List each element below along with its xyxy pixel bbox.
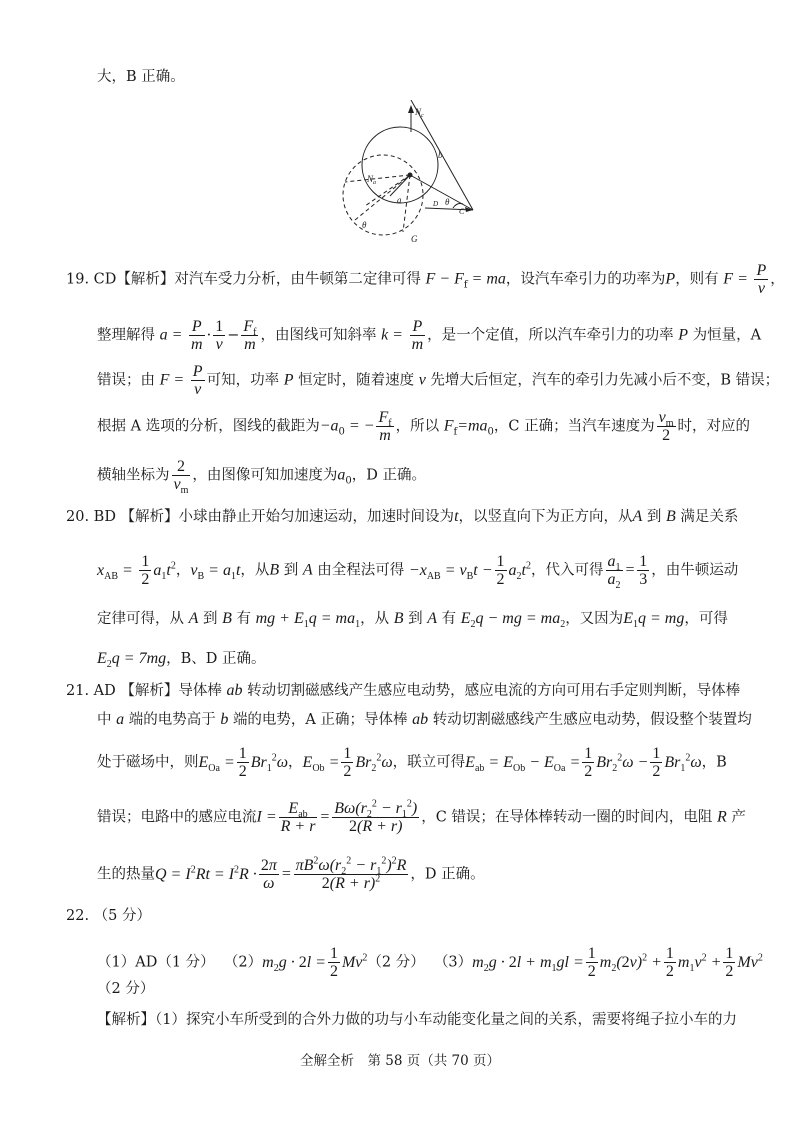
svg-text:θ: θ bbox=[445, 197, 450, 207]
svg-text:Na: $N_a$ bbox=[367, 174, 377, 186]
text-line: （1）AD（1 分） $(2)m_2g \cdot 2l$ = $\frac{1}{2}$ Mv$^2$（2 分） $(3)m_2g \cdot 2l + m_1gl$ = $\frac{1}{2}$ $m_2(2v)^2$ + $\frac{1}{2}$ $m_1v^2$ + $\frac{1}{2}$ Mv$^2$ bbox=[97, 945, 763, 980]
circle-solid bbox=[362, 127, 438, 203]
text-line: （2 分） bbox=[97, 981, 155, 997]
text-line: 生的热量$Q = I^2Rt = I^2R$ · $\frac{2\pi}{\omega}$ = $\frac{\pi B^2\omega(r_2^2 - r_1^2)^2R}{2(R + r)^2}$ ，D 正确。 bbox=[97, 855, 485, 892]
svg-text:Nc: $N_c$ bbox=[415, 107, 424, 119]
svg-text:C: C bbox=[459, 207, 465, 216]
text-line: 错误；由 F = $\frac{P}{v}$ 可知，功率 P 恒定时，随着速度 v 先增大后恒定，汽车的牵引力先减小后不变，B 错误； bbox=[97, 363, 780, 398]
svg-text:G: G bbox=[411, 234, 418, 244]
text-line: 【解析】（1）探究小车所受到的合外力做的功与小车动能变化量之间的关系，需要将绳子拉小车的力 bbox=[97, 1012, 737, 1028]
force-diagram-figure bbox=[325, 100, 505, 250]
svg-text:D: D bbox=[433, 200, 439, 208]
text-line: 定律可得，从 A 到 B 有 mg + $E_1q = ma_1$，从 B 到 A 有 $E_2q$ − mg = $ma_2$，又因为$E_1q$ = mg，可得 bbox=[97, 610, 728, 631]
text-line: 根据 A 选项的分析，图线的截距为$-a_0$ = − $\frac{F_f}{m}$ ，所以 $F_f=ma_0$，C 正确；当汽车速度为 $\frac{v_m}{2}$ 时，对应的 bbox=[97, 409, 751, 444]
text-line: 横轴坐标为 $\frac{2}{v_m}$ ，由图像可知加速度为$a_0$，D 正确。 bbox=[97, 458, 426, 497]
text-line: 19. CD【解析】对汽车受力分析，由牛顿第二定律可得 $F - F_f$ = ma，设汽车牵引力的功率为P，则有 F = $\frac{P}{v}$ ， bbox=[66, 262, 785, 297]
text-line: 错误；电路中的感应电流I = $\frac{E_{ab}}{R + r}$ = $\frac{B\omega(r_2^2 - r_1^2)}{2(R + r)}$ ，C 错误；在导体棒转动一圈的时间内，电阻 R 产 bbox=[97, 798, 746, 835]
text-line: 处于磁场中，则$E_{Oa}$ = $\frac{1}{2}$ $Br_1^2\omega$，$E_{Ob}$ = $\frac{1}{2}$ $Br_2^2\omega$，联立可得$E_{ab} = E_{Ob} - E_{Oa}$ = $\frac{1}{2}$ $Br_2^2\omega$ − $\frac{1}{2}$ $Br_1^2\omega$，B bbox=[97, 745, 727, 780]
text-line: 22. （5 分） bbox=[66, 908, 152, 924]
text-line: 20. BD 【解析】小球由静止开始匀加速运动，加速时间设为t，以竖直向下为正方向，从A 到 B 满足关系 bbox=[66, 508, 739, 525]
page-footer: 全解全析 第 58 页（共 70 页） bbox=[299, 1053, 501, 1069]
text-line: $x_{AB}$ = $\frac{1}{2}$ $a_1t^2$，$v_B = a_1t$，从B 到 A 由全程法可得 $-x_{AB} = v_Bt$ − $\frac{1}{2}$ $a_2t^2$，代入可得 $\frac{a_1}{a_2}$ = $\frac{1}{3}$ ，由牛顿运动 bbox=[97, 553, 739, 592]
text-line: 21. AD 【解析】导体棒 ab 转动切割磁感线产生感应电动势，感应电流的方向可用右手定则判断，导体棒 bbox=[66, 682, 741, 699]
svg-text:b: b bbox=[438, 150, 443, 160]
text-line: 中 a 端的电势高于 b 端的电势，A 正确；导体棒 ab 转动切割磁感线产生感应电动势，假设整个装置均 bbox=[97, 711, 752, 728]
text-line: 大，B 正确。 bbox=[97, 69, 185, 85]
text-line: 整理解得 a = $\frac{P}{m}$ · $\frac{1}{v}$ − $\frac{F_f}{m}$ ，由图线可知斜率 k = $\frac{P}{m}$ ，是一个定值，所以汽车牵引力的功率 P 为恒量，A bbox=[97, 318, 762, 353]
circle-dashed bbox=[343, 155, 423, 235]
svg-text:θ: θ bbox=[362, 220, 367, 230]
svg-text:a: a bbox=[397, 195, 402, 205]
text-line: $E_2q = 7mg$，B、D 正确。 bbox=[97, 650, 266, 671]
